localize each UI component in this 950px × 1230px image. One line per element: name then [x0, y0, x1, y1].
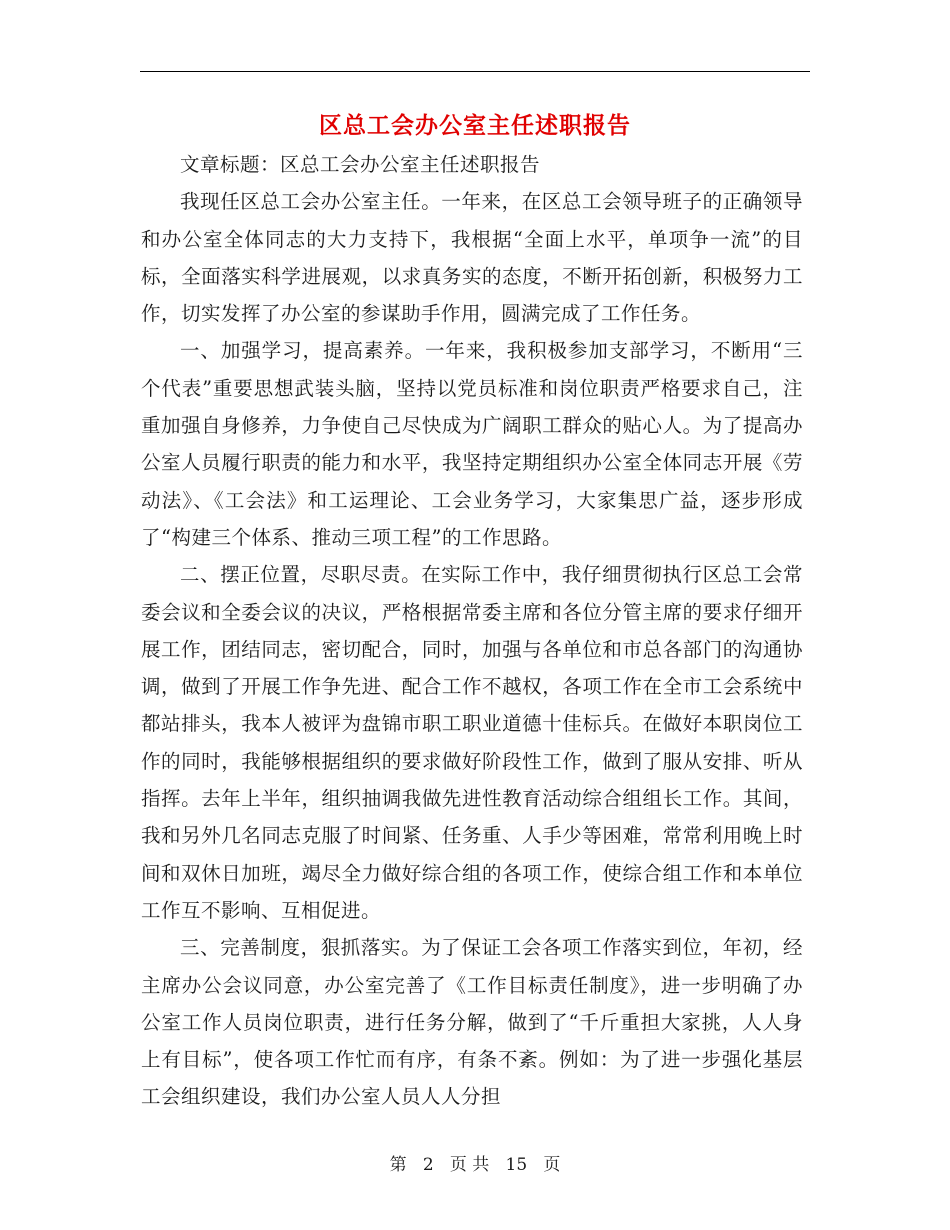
document-title: 区总工会办公室主任述职报告: [319, 113, 631, 139]
article-title-line: 文章标题：区总工会办公室主任述职报告: [180, 153, 541, 176]
section-one-paragraph: 一、加强学习，提高素养。一年来，我积极参加支部学习，不断用“三个代表”重要思想武装头脑，坚持以党员标准和岗位职责严格要求自己，注重加强自身修养，力争使自己尽快成为广阔职工群众的贴心人。为了提高办公室人员履行职责的能力和水平，我坚持定期组织办公室全体同志开展《劳动法》、《工会法》和工运理论、工会业务学习，大家集思广益，逐步形成了“构建三个体系、推动三项工程”的工作思路。: [141, 339, 803, 549]
footer-label-end: 页: [543, 1155, 561, 1175]
footer-label-of: 页 共: [449, 1155, 490, 1175]
section-three-paragraph: 三、完善制度，狠抓落实。为了保证工会各项工作落实到位，年初，经主席办公会议同意，办公室完善了《工作目标责任制度》，进一步明确了办公室工作人员岗位职责，进行任务分解，做到了“千斤重担大家挑，人人身上有目标”，使各项工作忙而有序，有条不紊。例如：为了进一步强化基层工会组织建设，我们办公室人员人人分担: [141, 936, 803, 1109]
document-body: [141, 146, 803, 1116]
footer-label-page: 第: [389, 1155, 407, 1175]
current-page-number: 2: [422, 1155, 434, 1175]
page-footer: [0, 1153, 950, 1177]
header-rule: [140, 71, 810, 72]
intro-paragraph: 我现任区总工会办公室主任。一年来，在区总工会领导班子的正确领导和办公室全体同志的大力支持下，我根据“全面上水平，单项争一流”的目标，全面落实科学进展观，以求真务实的态度，不断开拓创新，积极努力工作，切实发挥了办公室的参谋助手作用，圆满完成了工作任务。: [141, 190, 803, 326]
total-pages-number: 15: [505, 1155, 528, 1175]
section-two-paragraph: 二、摆正位置，尽职尽责。在实际工作中，我仔细贯彻执行区总工会常委会议和全委会议的决议，严格根据常委主席和各位分管主席的要求仔细开展工作，团结同志，密切配合，同时，加强与各单位和市总各部门的沟通协调，做到了开展工作争先进、配合工作不越权，各项工作在全市工会系统中都站排头，我本人被评为盘锦市职工职业道德十佳标兵。在做好本职岗位工作的同时，我能够根据组织的要求做好阶段性工作，做到了服从安排、听从指挥。去年上半年，组织抽调我做先进性教育活动综合组组长工作。其间，我和另外几名同志克服了时间紧、任务重、人手少等困难，常常利用晚上时间和双休日加班，竭尽全力做好综合组的各项工作，使综合组工作和本单位工作互不影响、互相促进。: [141, 563, 803, 922]
